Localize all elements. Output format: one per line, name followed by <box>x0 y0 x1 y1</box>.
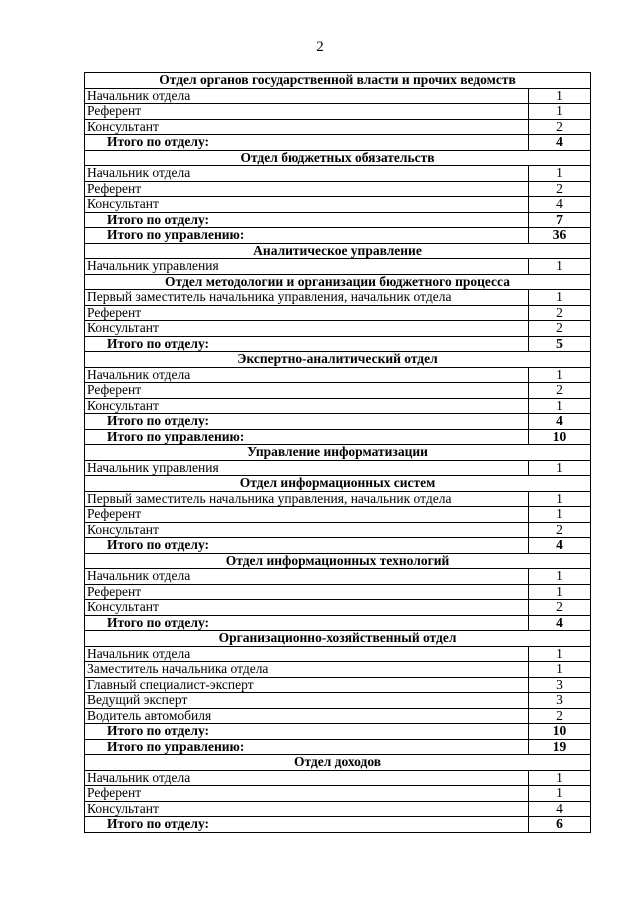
position-name: Начальник отдела <box>85 646 529 662</box>
section-title: Экспертно-аналитический отдел <box>85 352 591 368</box>
position-row <box>85 460 591 476</box>
total-row <box>85 135 591 151</box>
total-row <box>85 724 591 740</box>
position-row <box>85 569 591 585</box>
position-count: 4 <box>529 197 591 213</box>
section-header-row <box>85 150 591 166</box>
position-name: Референт <box>85 305 529 321</box>
total-label: Итого по отделу: <box>85 336 529 352</box>
staff-table <box>84 72 591 833</box>
section-title: Отдел бюджетных обязательств <box>85 150 591 166</box>
position-row <box>85 197 591 213</box>
section-title: Отдел доходов <box>85 755 591 771</box>
position-count: 1 <box>529 460 591 476</box>
total-count: 4 <box>529 615 591 631</box>
position-row <box>85 677 591 693</box>
position-row <box>85 259 591 275</box>
total-count: 5 <box>529 336 591 352</box>
staff-table-body <box>85 73 591 833</box>
position-count: 1 <box>529 584 591 600</box>
position-name: Первый заместитель начальника управления, начальник отдела <box>85 491 529 507</box>
total-label: Итого по отделу: <box>85 212 529 228</box>
position-count: 2 <box>529 181 591 197</box>
position-row <box>85 305 591 321</box>
position-row <box>85 693 591 709</box>
section-title: Аналитическое управление <box>85 243 591 259</box>
position-row <box>85 104 591 120</box>
position-row <box>85 491 591 507</box>
position-row <box>85 119 591 135</box>
position-name: Заместитель начальника отдела <box>85 662 529 678</box>
position-count: 1 <box>529 259 591 275</box>
position-row <box>85 398 591 414</box>
section-title: Управление информатизации <box>85 445 591 461</box>
position-row <box>85 383 591 399</box>
total-row <box>85 212 591 228</box>
section-title: Отдел информационных технологий <box>85 553 591 569</box>
position-count: 1 <box>529 662 591 678</box>
position-count: 1 <box>529 166 591 182</box>
position-name: Начальник отдела <box>85 770 529 786</box>
total-label: Итого по управлению: <box>85 429 529 445</box>
position-count: 3 <box>529 693 591 709</box>
position-row <box>85 166 591 182</box>
section-title: Отдел информационных систем <box>85 476 591 492</box>
total-row <box>85 739 591 755</box>
position-name: Начальник отдела <box>85 569 529 585</box>
position-name: Главный специалист-эксперт <box>85 677 529 693</box>
position-row <box>85 88 591 104</box>
position-count: 2 <box>529 383 591 399</box>
total-row <box>85 817 591 833</box>
position-name: Начальник отдела <box>85 166 529 182</box>
total-label: Итого по отделу: <box>85 538 529 554</box>
position-count: 1 <box>529 646 591 662</box>
total-label: Итого по отделу: <box>85 817 529 833</box>
position-name: Консультант <box>85 522 529 538</box>
position-count: 1 <box>529 491 591 507</box>
position-name: Консультант <box>85 398 529 414</box>
section-header-row <box>85 243 591 259</box>
position-row <box>85 290 591 306</box>
position-count: 1 <box>529 507 591 523</box>
total-row <box>85 228 591 244</box>
position-name: Референт <box>85 181 529 197</box>
total-count: 36 <box>529 228 591 244</box>
total-count: 4 <box>529 135 591 151</box>
position-row <box>85 770 591 786</box>
position-count: 1 <box>529 367 591 383</box>
position-row <box>85 662 591 678</box>
total-label: Итого по управлению: <box>85 739 529 755</box>
position-name: Начальник отдела <box>85 88 529 104</box>
section-header-row <box>85 755 591 771</box>
position-name: Консультант <box>85 801 529 817</box>
position-row <box>85 600 591 616</box>
total-count: 19 <box>529 739 591 755</box>
position-name: Начальник управления <box>85 460 529 476</box>
total-count: 10 <box>529 724 591 740</box>
total-count: 4 <box>529 538 591 554</box>
section-header-row <box>85 73 591 89</box>
position-row <box>85 367 591 383</box>
position-count: 1 <box>529 104 591 120</box>
position-name: Референт <box>85 104 529 120</box>
position-count: 2 <box>529 119 591 135</box>
position-row <box>85 522 591 538</box>
position-name: Референт <box>85 786 529 802</box>
total-row <box>85 429 591 445</box>
section-header-row <box>85 631 591 647</box>
section-header-row <box>85 476 591 492</box>
position-name: Начальник отдела <box>85 367 529 383</box>
total-count: 4 <box>529 414 591 430</box>
total-row <box>85 615 591 631</box>
total-row <box>85 414 591 430</box>
section-header-row <box>85 352 591 368</box>
position-count: 1 <box>529 786 591 802</box>
position-row <box>85 786 591 802</box>
total-label: Итого по отделу: <box>85 724 529 740</box>
total-count: 7 <box>529 212 591 228</box>
position-count: 1 <box>529 290 591 306</box>
position-row <box>85 181 591 197</box>
page-number: 2 <box>316 39 324 55</box>
position-row <box>85 708 591 724</box>
position-name: Референт <box>85 383 529 399</box>
position-row <box>85 507 591 523</box>
section-header-row <box>85 274 591 290</box>
position-name: Водитель автомобиля <box>85 708 529 724</box>
total-label: Итого по отделу: <box>85 135 529 151</box>
position-count: 2 <box>529 321 591 337</box>
section-title: Отдел методологии и организации бюджетного процесса <box>85 274 591 290</box>
position-name: Консультант <box>85 600 529 616</box>
position-count: 1 <box>529 88 591 104</box>
position-count: 1 <box>529 770 591 786</box>
position-count: 1 <box>529 398 591 414</box>
position-name: Консультант <box>85 119 529 135</box>
total-row <box>85 336 591 352</box>
total-count: 10 <box>529 429 591 445</box>
position-name: Референт <box>85 507 529 523</box>
position-count: 2 <box>529 522 591 538</box>
position-name: Референт <box>85 584 529 600</box>
position-name: Консультант <box>85 321 529 337</box>
section-title: Организационно-хозяйственный отдел <box>85 631 591 647</box>
position-count: 2 <box>529 305 591 321</box>
position-name: Первый заместитель начальника управления, начальник отдела <box>85 290 529 306</box>
position-count: 2 <box>529 708 591 724</box>
position-name: Консультант <box>85 197 529 213</box>
position-row <box>85 584 591 600</box>
position-count: 2 <box>529 600 591 616</box>
position-row <box>85 321 591 337</box>
total-label: Итого по управлению: <box>85 228 529 244</box>
total-label: Итого по отделу: <box>85 414 529 430</box>
position-count: 3 <box>529 677 591 693</box>
position-row <box>85 646 591 662</box>
position-name: Ведущий эксперт <box>85 693 529 709</box>
section-title: Отдел органов государственной власти и прочих ведомств <box>85 73 591 89</box>
position-count: 1 <box>529 569 591 585</box>
section-header-row <box>85 553 591 569</box>
total-label: Итого по отделу: <box>85 615 529 631</box>
position-row <box>85 801 591 817</box>
section-header-row <box>85 445 591 461</box>
position-name: Начальник управления <box>85 259 529 275</box>
total-count: 6 <box>529 817 591 833</box>
total-row <box>85 538 591 554</box>
position-count: 4 <box>529 801 591 817</box>
